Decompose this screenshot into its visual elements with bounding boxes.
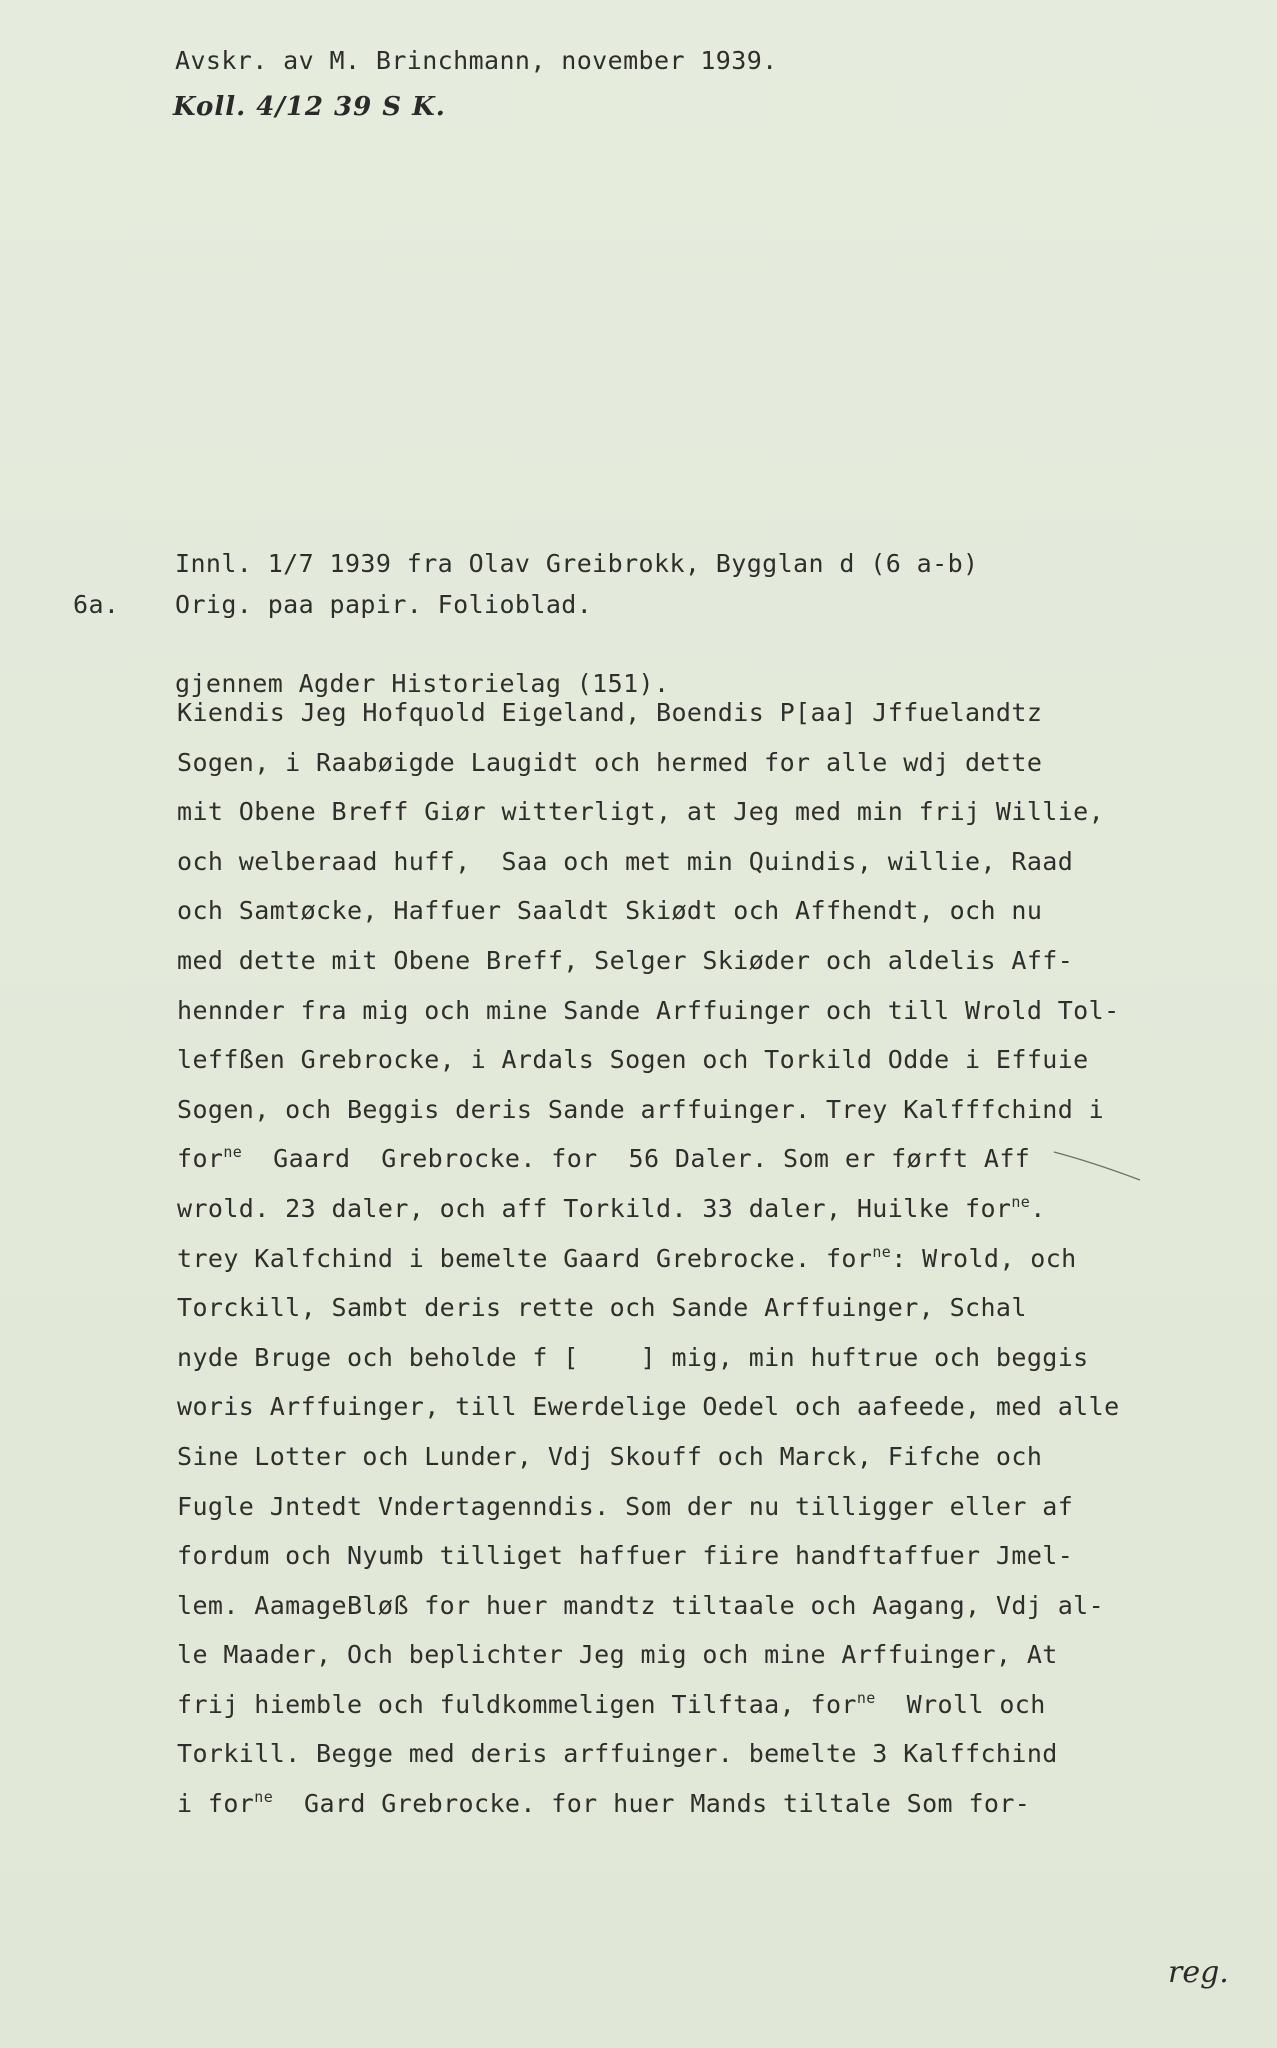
body-line — [177, 787, 1120, 837]
margin-note: reg. — [1168, 1955, 1229, 1990]
document-body — [177, 688, 1120, 1829]
body-line — [177, 1581, 1120, 1631]
body-text-segment: hennder fra mig och mine Sande Arffuinger och till Wrold Tol- — [177, 995, 1120, 1025]
body-line — [177, 1630, 1120, 1680]
body-line — [177, 1184, 1120, 1234]
body-text-segment: Sogen, i Raabøigde Laugidt och hermed for alle wdj dette — [177, 747, 1043, 777]
body-text-segment: : Wrold, och — [891, 1243, 1077, 1273]
body-line — [177, 1482, 1120, 1532]
body-line — [177, 1134, 1120, 1184]
body-text-segment: Torckill, Sambt deris rette och Sande Arffuinger, Schal — [177, 1293, 1027, 1323]
body-line — [177, 1382, 1120, 1432]
body-line — [177, 738, 1120, 788]
superscript-abbreviation: ne — [872, 1242, 892, 1261]
transcription-note: Avskr. av M. Brinchmann, november 1939. — [175, 46, 778, 75]
body-text-segment: och welberaad huff, Saa och met min Quindis, willie, Raad — [177, 846, 1074, 876]
body-text-segment: le Maader, Och beplichter Jeg mig och mine Arffuinger, At — [177, 1640, 1058, 1670]
body-text-segment: Sine Lotter och Lunder, Vdj Skouff och Marck, Fifche och — [177, 1441, 1043, 1471]
body-text-segment: lem. AamageBløß for huer mandtz tiltaale och Aagang, Vdj al- — [177, 1590, 1105, 1620]
superscript-abbreviation: ne — [223, 1143, 243, 1162]
body-line — [177, 1531, 1120, 1581]
body-text-segment: fordum och Nyumb tilliget haffuer fiire handftaffuer Jmel- — [177, 1541, 1074, 1571]
body-text-segment: nyde Bruge och beholde f [ ] mig, min huftrue och beggis — [177, 1342, 1089, 1372]
intro-line: Innl. 1/7 1939 fra Olav Greibrokk, Bygglan d (6 a-b) — [175, 549, 979, 578]
body-text-segment: for — [177, 1144, 224, 1174]
body-line — [177, 837, 1120, 887]
superscript-abbreviation: ne — [254, 1788, 274, 1807]
body-text-segment: . — [1030, 1193, 1046, 1223]
body-line — [177, 1432, 1120, 1482]
body-text-segment: Gaard Grebrocke. for 56 Daler. Som er førft Aff — [242, 1144, 1031, 1174]
body-text-segment: Torkill. Begge med deris arffuinger. bemelte 3 Kalffchind — [177, 1739, 1058, 1769]
body-line — [177, 1680, 1120, 1730]
intro-line: gjennem Agder Historielag (151). — [175, 669, 670, 698]
body-text-segment: leffßen Grebrocke, i Ardals Sogen och Torkild Odde i Effuie — [177, 1045, 1089, 1075]
body-text-segment: Wroll och — [875, 1689, 1046, 1719]
body-text-segment: med dette mit Obene Breff, Selger Skiøder och aldelis Aff- — [177, 945, 1074, 975]
body-text-segment: Sogen, och Beggis deris Sande arffuinger. Trey Kalfffchind i — [177, 1094, 1105, 1124]
handwritten-reference: Koll. 4/12 39 S K. — [173, 92, 446, 122]
body-line — [177, 886, 1120, 936]
body-line — [177, 986, 1120, 1036]
body-text-segment: och Samtøcke, Haffuer Saaldt Skiødt och Affhendt, och nu — [177, 896, 1043, 926]
body-text-segment: mit Obene Breff Giør witterligt, at Jeg med min frij Willie, — [177, 797, 1105, 827]
body-text-segment: woris Arffuinger, till Ewerdelige Oedel och aafeede, med alle — [177, 1392, 1120, 1422]
section-label: 6a. — [73, 590, 120, 619]
body-text-segment: trey Kalfchind i bemelte Gaard Grebrocke. for — [177, 1243, 873, 1273]
body-line — [177, 1779, 1120, 1829]
body-line — [177, 1234, 1120, 1284]
body-text-segment: wrold. 23 daler, och aff Torkild. 33 daler, Huilke for — [177, 1193, 1012, 1223]
body-text-segment: frij hiemble och fuldkommeligen Tilftaa, for — [177, 1689, 857, 1719]
stray-pen-mark — [1052, 1148, 1142, 1188]
body-text-segment: Kiendis Jeg Hofquold Eigeland, Boendis P[aa] Jffuelandtz — [177, 698, 1043, 727]
body-text-segment: i for — [177, 1789, 255, 1819]
body-line — [177, 1729, 1120, 1779]
body-line — [177, 1085, 1120, 1135]
body-line — [177, 1333, 1120, 1383]
body-line — [177, 936, 1120, 986]
body-line — [177, 1283, 1120, 1333]
superscript-abbreviation: ne — [856, 1688, 876, 1707]
superscript-abbreviation: ne — [1011, 1192, 1031, 1211]
body-text-segment: Fugle Jntedt Vndertagenndis. Som der nu tilligger eller af — [177, 1491, 1074, 1521]
body-text-segment: Gard Grebrocke. for huer Mands tiltale Som for- — [273, 1789, 1031, 1819]
body-line — [177, 1035, 1120, 1085]
section-description: Orig. paa papir. Folioblad. — [175, 590, 593, 619]
body-line — [177, 688, 1120, 738]
